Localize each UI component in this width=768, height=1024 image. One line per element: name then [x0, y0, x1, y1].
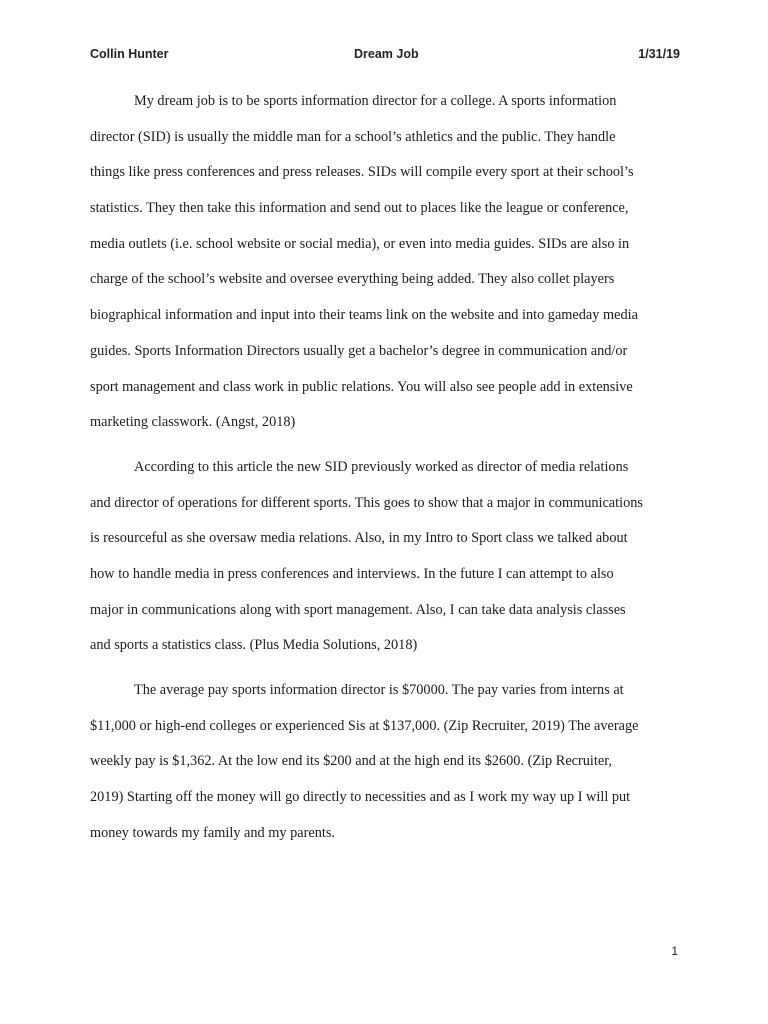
header-title: Dream Job — [354, 47, 419, 61]
paragraph-line: money towards my family and my parents. — [90, 824, 335, 841]
paragraph — [90, 450, 680, 664]
paragraph-line: sport management and class work in public relations. You will also see people add in extensive — [90, 378, 633, 395]
paragraph-line: statistics. They then take this information and send out to places like the league or conference, — [90, 200, 629, 217]
paragraph-line: According to this article the new SID previously worked as director of media relations — [134, 458, 629, 475]
paragraph-line: The average pay sports information director is $70000. The pay varies from interns at — [134, 682, 624, 698]
paragraph-line: director (SID) is usually the middle man for a school’s athletics and the public. They handle — [90, 128, 616, 145]
paragraph-line: marketing classwork. (Angst, 2018) — [90, 414, 296, 431]
paragraph-line: and director of operations for different sports. This goes to show that a major in communications — [90, 494, 643, 511]
paragraph-line: $11,000 or high-end colleges or experienced Sis at $137,000. (Zip Recruiter, 2019) The average — [90, 717, 639, 734]
header-author: Collin Hunter — [90, 47, 169, 61]
header-date: 1/31/19 — [638, 47, 680, 61]
paragraph-line: how to handle media in press conferences and interviews. In the future I can attempt to also — [90, 565, 614, 582]
paragraph-line: My dream job is to be sports information director for a college. A sports information — [134, 93, 617, 109]
paragraph-line: major in communications along with sport management. Also, I can take data analysis classes — [90, 601, 626, 618]
paragraph-line: is resourceful as she oversaw media relations. Also, in my Intro to Sport class we talked about — [90, 530, 628, 547]
paragraph-line: charge of the school’s website and oversee everything being added. They also collet players — [90, 271, 615, 288]
paragraph — [90, 84, 680, 441]
paragraph-line: biographical information and input into their teams link on the website and into gameday media — [90, 307, 638, 324]
paragraph-line: and sports a statistics class. (Plus Media Solutions, 2018) — [90, 637, 418, 654]
page-number: 1 — [671, 944, 678, 958]
paragraph-line: media outlets (i.e. school website or social media), or even into media guides. SIDs are also in — [90, 235, 630, 252]
paragraph-line: weekly pay is $1,362. At the low end its $200 and at the high end its $2600. (Zip Recruiter, — [90, 753, 612, 770]
document-body — [90, 84, 680, 860]
paragraph — [90, 673, 680, 851]
page-header — [90, 47, 680, 67]
paragraph-line: 2019) Starting off the money will go directly to necessities and as I work my way up I will put — [90, 789, 631, 806]
paragraph-line: guides. Sports Information Directors usually get a bachelor’s degree in communication and/or — [90, 342, 628, 359]
paragraph-line: things like press conferences and press releases. SIDs will compile every sport at their school’s — [90, 164, 634, 181]
